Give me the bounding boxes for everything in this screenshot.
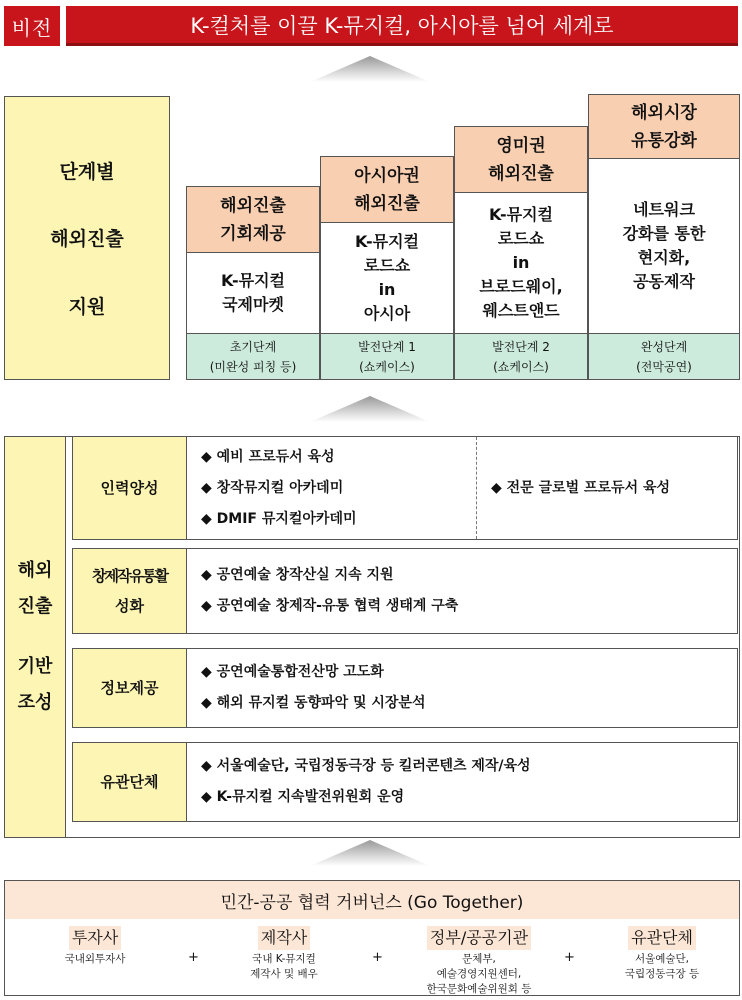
member-name: 정부/공공기관 — [427, 926, 531, 950]
stage-head-line: 유통강화 — [631, 130, 697, 151]
stage-head-line: 해외진출 — [220, 195, 286, 216]
stage-label-line: 해외진출 — [50, 228, 124, 251]
member-desc: 국내 K-뮤지컬 제작사 및 배우 — [250, 953, 318, 980]
vision-tag: 비전 — [4, 6, 60, 46]
stage-body-line: 공동제작 — [633, 272, 695, 291]
list-item: ◆ K-뮤지컬 지속발전위원회 운영 — [201, 789, 405, 805]
stage-body-line: 로드쇼 — [497, 229, 545, 248]
stage-body-line: 웨스트앤드 — [482, 301, 560, 320]
plus-sign: + — [372, 950, 383, 965]
stage-section-label — [4, 96, 170, 380]
stage-foot — [589, 333, 739, 379]
base-section-label — [4, 436, 66, 838]
list-item: ◆ 창작뮤지컬 아카데미 — [201, 479, 344, 496]
base-label-line: 해외 — [17, 560, 53, 581]
stage-column-4 — [588, 94, 740, 380]
stage-head-line: 해외진출 — [488, 163, 554, 184]
stage-head — [187, 187, 319, 253]
stage-column-3 — [454, 126, 588, 380]
base-row-talent — [72, 436, 738, 540]
stage-column-1 — [186, 186, 320, 380]
stage-foot — [187, 333, 319, 379]
stage-body — [589, 159, 739, 333]
member-name: 유관단체 — [628, 926, 696, 950]
row-items — [187, 437, 477, 539]
row-items — [187, 549, 737, 633]
list-item: ◆ 해외 뮤지컬 동향파악 및 시장분석 — [201, 695, 426, 711]
list-item: ◆ 공연예술통합전산망 고도화 — [201, 664, 384, 680]
governance-member — [602, 926, 722, 982]
stage-body — [187, 253, 319, 333]
stage-body — [455, 193, 587, 333]
stage-foot-line: (쇼케이스) — [359, 359, 415, 374]
base-row-info — [72, 648, 738, 728]
plus-sign: + — [564, 950, 575, 965]
stage-body-line: K-뮤지컬 — [220, 271, 286, 290]
stage-foot-line: (전막공연) — [636, 359, 692, 374]
list-item: ◆ DMIF 뮤지컬아카데미 — [201, 510, 357, 527]
stage-foot-line: 발전단계 1 — [358, 339, 416, 354]
stage-head — [455, 127, 587, 193]
up-arrow-icon — [310, 840, 430, 866]
row-items — [187, 743, 737, 821]
stage-head-line: 영미권 — [496, 135, 546, 156]
member-desc: 국내외투자사 — [64, 953, 126, 965]
base-row-production — [72, 548, 738, 634]
row-label — [73, 549, 187, 633]
stage-body-line: 로드쇼 — [363, 256, 411, 275]
stage-foot-line: (쇼케이스) — [493, 359, 549, 374]
stage-foot — [455, 333, 587, 379]
base-label-line: 조성 — [17, 692, 53, 713]
governance-member — [40, 926, 150, 967]
stage-head — [321, 157, 453, 223]
stage-body-line: K-뮤지컬 — [354, 232, 420, 251]
row-label-line: 인력양성 — [100, 479, 159, 497]
stage-column-2 — [320, 156, 454, 380]
stage-body-line: in — [512, 253, 530, 272]
row-label — [73, 649, 187, 727]
stage-body-line: 네트워크 — [633, 200, 695, 219]
stage-body-line: 브로드웨이, — [479, 277, 563, 296]
stage-foot-line: (미완성 피칭 등) — [209, 359, 297, 374]
stage-label-line: 단계별 — [59, 161, 115, 184]
member-name: 제작사 — [258, 926, 310, 950]
up-arrow-icon — [310, 396, 430, 422]
list-item: ◆ 공연예술 창작산실 지속 지원 — [201, 567, 394, 583]
stage-body-line: in — [378, 280, 396, 299]
stage-head-line: 아시아권 — [354, 165, 420, 186]
stage-head-line: 기회제공 — [220, 223, 286, 244]
stage-foot-line: 완성단계 — [640, 339, 688, 354]
list-item: ◆ 공연예술 창제작-유통 협력 생태계 구축 — [201, 598, 459, 614]
governance-member — [404, 926, 554, 997]
vision-banner: K-컬처를 이끌 K-뮤지컬, 아시아를 넘어 세계로 — [66, 6, 738, 46]
list-item: ◆ 전문 글로벌 프로듀서 육성 — [491, 479, 671, 496]
governance-title: 민간-공공 협력 거버넌스 (Go Together) — [5, 881, 739, 919]
row-label-line: 창제작유통활 — [92, 567, 167, 585]
governance-member — [222, 926, 346, 982]
list-item: ◆ 예비 프로듀서 육성 — [201, 448, 335, 465]
base-row-related — [72, 742, 738, 822]
row-label-line: 유관단체 — [100, 773, 159, 791]
stage-label-line: 지원 — [68, 295, 106, 318]
stage-head-line: 해외진출 — [354, 193, 420, 214]
member-desc: 서울예술단, 국립정동극장 등 — [624, 953, 700, 980]
stage-body — [321, 223, 453, 333]
row-label — [73, 743, 187, 821]
row-side-item — [477, 437, 737, 539]
member-name: 투자사 — [69, 926, 121, 950]
stage-body-line: 강화를 통한 — [622, 224, 706, 243]
stage-body-line: K-뮤지컬 — [488, 205, 554, 224]
list-item: ◆ 서울예술단, 국립정동극장 등 킬러콘텐츠 제작/육성 — [201, 758, 531, 774]
row-items — [187, 649, 737, 727]
stage-foot — [321, 333, 453, 379]
plus-sign: + — [188, 950, 199, 965]
row-label-line: 정보제공 — [100, 679, 159, 697]
row-label — [73, 437, 187, 539]
row-label-line: 성화 — [115, 597, 144, 615]
stage-body-line: 국제마켓 — [222, 295, 284, 314]
stage-foot-line: 초기단계 — [229, 339, 277, 354]
base-label-line: 기반 — [17, 656, 53, 677]
stage-body-line: 현지화, — [637, 248, 691, 267]
base-label-line: 진출 — [17, 596, 53, 617]
up-arrow-icon — [310, 56, 430, 82]
stage-head — [589, 95, 739, 159]
member-desc: 문체부, 예술경영지원센터, 한국문화예술위원회 등 — [426, 953, 532, 995]
stage-head-line: 해외시장 — [631, 102, 697, 123]
stage-foot-line: 발전단계 2 — [492, 339, 550, 354]
stage-body-line: 아시아 — [363, 304, 411, 323]
